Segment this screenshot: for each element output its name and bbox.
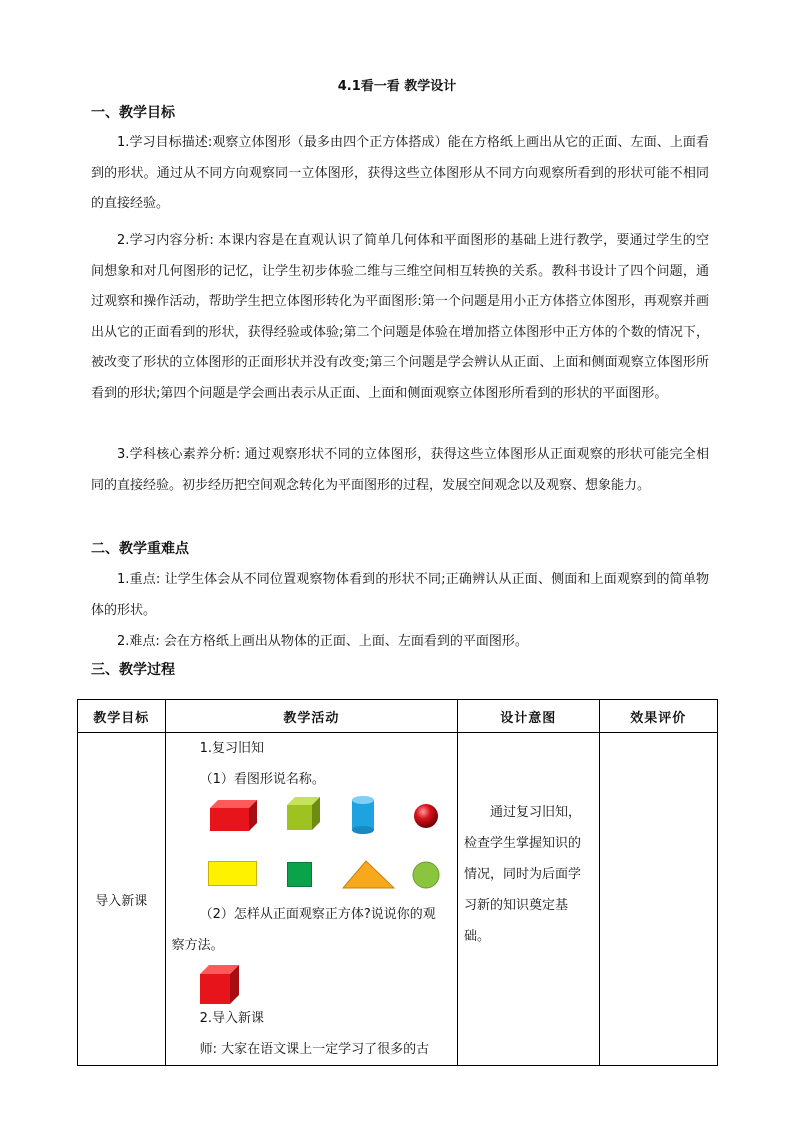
section-heading-key-points: 二、教学重难点	[91, 541, 189, 557]
table-header-row	[78, 700, 718, 733]
cell-evaluation	[599, 733, 717, 1066]
triangle-icon	[342, 860, 396, 890]
rectangle-icon	[208, 861, 258, 887]
cell-intent	[458, 733, 600, 1066]
cell-goal: 导入新课	[78, 733, 166, 1066]
red-cube-icon	[200, 965, 240, 1005]
activity-line-3: （2）怎样从正面观察正方体?说说你的观	[199, 907, 436, 922]
paragraph-goal-description: 1.学习目标描述:观察立体图形（最多由四个正方体搭成）能在方格纸上画出从它的正面、左面、上面看到的形状。通过从不同方向观察同一立体图形，获得这些立体图形从不同方向观察所看到的形状可能不相同的直接经验。	[91, 135, 709, 211]
cylinder-icon	[351, 795, 375, 835]
document-title: 4.1看一看 教学设计	[337, 79, 457, 94]
teaching-process-table	[77, 699, 718, 1066]
paragraph-content-analysis: 2.学习内容分析: 本课内容是在直观认识了简单几何体和平面图形的基础上进行教学，要通过学生的空间想象和对几何图形的记忆，让学生初步体验二维与三维空间相互转换的关系。教科书设计了四个问题，通过观察和操作活动，帮助学生把立体图形转化为平面图形:第一个问题是用小正方体搭立体图形，再观察并画出从它的正面看到的形状，获得经验或体验;第二个问题是体验在增加搭立体图形中正方体的个数的情况下，被改变了形状的立体图形的正面形状并没有改变;第三个问题是学会辨认从正面、上面和侧面观察立体图形所看到的形状;第四个问题是学会画出表示从正面、上面和侧面观察立体图形所看到的形状的平面图形。	[91, 233, 709, 401]
header-activity: 教学活动	[165, 700, 457, 733]
paragraph-key-point: 1.重点: 让学生体会从不同位置观察物体看到的形状不同;正确辨认从正面、侧面和上面观察到的简单物体的形状。	[91, 572, 709, 618]
activity-line-1: 1.复习旧知	[199, 741, 264, 756]
paragraph-difficulty: 2.难点: 会在方格纸上画出从物体的正面、上面、左面看到的平面图形。	[117, 634, 528, 649]
activity-line-2: （1）看图形说名称。	[199, 772, 325, 787]
activity-line-4: 察方法。	[171, 938, 224, 953]
cube-icon	[287, 797, 321, 831]
square-icon	[287, 862, 313, 888]
cuboid-icon	[210, 799, 258, 833]
header-goal: 教学目标	[78, 700, 166, 733]
activity-line-6: 师: 大家在语文课上一定学习了很多的古	[199, 1042, 430, 1057]
sphere-icon	[413, 803, 439, 829]
intent-text: 通过复习旧知，检查学生掌握知识的情况，同时为后面学习新的知识奠定基础。	[464, 805, 582, 944]
activity-line-5: 2.导入新课	[199, 1011, 264, 1026]
paragraph-core-literacy: 3.学科核心素养分析: 通过观察形状不同的立体图形，获得这些立体图形从正面观察的形状可能完全相同的直接经验。初步经历把空间观念转化为平面图形的过程，发展空间观念以及观察、想象能力。	[91, 447, 709, 493]
header-intent: 设计意图	[458, 700, 600, 733]
cell-activity	[165, 733, 457, 1066]
section-heading-goals: 一、教学目标	[91, 105, 175, 121]
table-row	[78, 733, 718, 1066]
section-heading-process: 三、教学过程	[91, 662, 175, 678]
header-evaluation: 效果评价	[599, 700, 717, 733]
circle-icon	[412, 861, 440, 889]
